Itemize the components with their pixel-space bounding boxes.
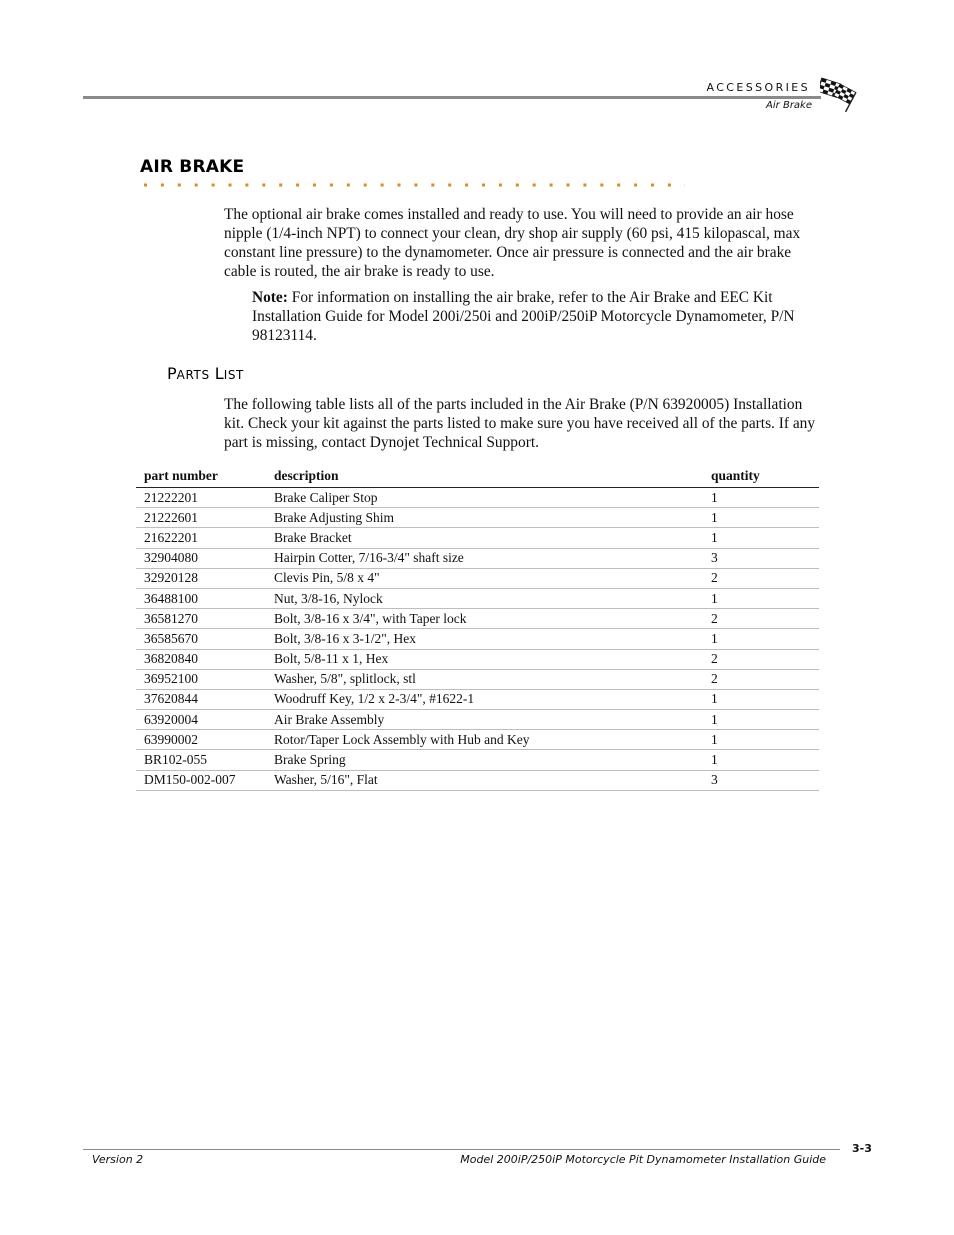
description-cell: Nut, 3/8-16, Nylock (266, 588, 703, 608)
description-cell: Brake Caliper Stop (266, 488, 703, 508)
note-paragraph (252, 288, 822, 345)
dot (313, 184, 316, 187)
part-number-cell: 36952100 (136, 669, 266, 689)
part-number-cell: 32920128 (136, 568, 266, 588)
dot (651, 184, 654, 187)
dot (178, 184, 181, 187)
dot (431, 184, 434, 187)
quantity-cell: 1 (703, 730, 819, 750)
note-label: Note: (252, 289, 288, 306)
part-number-cell: 36585670 (136, 629, 266, 649)
dot (600, 184, 603, 187)
dot (448, 184, 451, 187)
dot (347, 184, 350, 187)
quantity-cell: 2 (703, 609, 819, 629)
dot (296, 184, 299, 187)
quantity-cell: 1 (703, 508, 819, 528)
dot (499, 184, 502, 187)
table-row (136, 568, 819, 588)
part-number-cell: 21222601 (136, 508, 266, 528)
footer-rule (83, 1149, 840, 1150)
description-cell: Air Brake Assembly (266, 710, 703, 730)
dot (482, 184, 485, 187)
section-heading: AIR BRAKE (140, 157, 245, 177)
dot (634, 184, 637, 187)
heading-initial: P (167, 364, 177, 383)
part-number-cell: 63990002 (136, 730, 266, 750)
part-number-cell: 21622201 (136, 528, 266, 548)
dot (195, 184, 198, 187)
dot (617, 184, 620, 187)
part-number-cell: 36488100 (136, 588, 266, 608)
dot (364, 184, 367, 187)
parts-list-intro: The following table lists all of the parts included in the Air Brake (P/N 63920005) Installation kit. Check your kit against the parts listed to make sure you have received all of the parts. If any part is missing, contact Dynojet Technical Support. (224, 396, 816, 451)
description-cell: Washer, 5/8", splitlock, stl (266, 669, 703, 689)
dot (567, 184, 570, 187)
description-cell: Rotor/Taper Lock Assembly with Hub and Key (266, 730, 703, 750)
table-header-row (136, 465, 819, 488)
parts-list-heading (167, 364, 244, 383)
description-cell: Woodruff Key, 1/2 x 2-3/4", #1622-1 (266, 689, 703, 709)
parts-table (136, 465, 819, 791)
part-number-cell: BR102-055 (136, 750, 266, 770)
description-cell: Brake Adjusting Shim (266, 508, 703, 528)
footer-guide-title: Model 200iP/250iP Motorcycle Pit Dynamometer Installation Guide (460, 1153, 826, 1166)
table-row (136, 750, 819, 770)
heading-smallcaps: IST (223, 368, 244, 382)
quantity-cell: 3 (703, 770, 819, 790)
dot (229, 184, 232, 187)
dot (212, 184, 215, 187)
page-number: 3-3 (852, 1142, 872, 1155)
table-row (136, 488, 819, 508)
footer-version: Version 2 (92, 1153, 144, 1166)
table-row (136, 508, 819, 528)
quantity-cell: 2 (703, 568, 819, 588)
quantity-cell: 1 (703, 750, 819, 770)
dot (381, 184, 384, 187)
dot (414, 184, 417, 187)
part-number-cell: 21222201 (136, 488, 266, 508)
part-number-cell: DM150-002-007 (136, 770, 266, 790)
quantity-cell: 2 (703, 669, 819, 689)
table-row (136, 528, 819, 548)
running-header-section: ACCESSORIES (706, 81, 810, 94)
intro-paragraph: The optional air brake comes installed and ready to use. You will need to provide an air hose nipple (1/4-inch NPT) to connect your clean, dry shop air supply (60 psi, 415 kilopascal, max constant line pressure) to the dynamometer. Once air pressure is connected and the air brake cable is routed, the air brake is ready to use. (224, 206, 801, 280)
description-cell: Washer, 5/16", Flat (266, 770, 703, 790)
dot (398, 184, 401, 187)
column-header-quantity: quantity (703, 465, 819, 488)
dot (583, 184, 586, 187)
heading-smallcaps: ARTS (176, 368, 210, 382)
header-rule (83, 96, 821, 99)
quantity-cell: 1 (703, 488, 819, 508)
table-row (136, 689, 819, 709)
dotted-rule (140, 182, 685, 188)
dot (262, 184, 265, 187)
quantity-cell: 1 (703, 689, 819, 709)
column-header-description: description (266, 465, 703, 488)
quantity-cell: 1 (703, 528, 819, 548)
description-cell: Bolt, 5/8-11 x 1, Hex (266, 649, 703, 669)
quantity-cell: 1 (703, 710, 819, 730)
table-row (136, 629, 819, 649)
part-number-cell: 36820840 (136, 649, 266, 669)
table-row (136, 710, 819, 730)
dot (516, 184, 519, 187)
table-row (136, 609, 819, 629)
table-row (136, 588, 819, 608)
quantity-cell: 1 (703, 588, 819, 608)
dot (668, 184, 671, 187)
description-cell: Bolt, 3/8-16 x 3/4", with Taper lock (266, 609, 703, 629)
dot (245, 184, 248, 187)
table-row (136, 669, 819, 689)
description-cell: Bolt, 3/8-16 x 3-1/2", Hex (266, 629, 703, 649)
dot (330, 184, 333, 187)
quantity-cell: 1 (703, 629, 819, 649)
dot (465, 184, 468, 187)
part-number-cell: 36581270 (136, 609, 266, 629)
dot (161, 184, 164, 187)
table-row (136, 548, 819, 568)
note-text: For information on installing the air brake, refer to the Air Brake and EEC Kit Installation Guide for Model 200i/250i and 200iP/250iP Motorcycle Dynamometer, P/N 98123114. (252, 289, 795, 344)
description-cell: Hairpin Cotter, 7/16-3/4" shaft size (266, 548, 703, 568)
table-row (136, 770, 819, 790)
part-number-cell: 63920004 (136, 710, 266, 730)
heading-initial: L (214, 364, 224, 383)
table-row (136, 649, 819, 669)
column-header-part-number: part number (136, 465, 266, 488)
description-cell: Clevis Pin, 5/8 x 4" (266, 568, 703, 588)
dot (144, 184, 147, 187)
checkered-flag-icon (820, 74, 866, 116)
part-number-cell: 32904080 (136, 548, 266, 568)
table-row (136, 730, 819, 750)
dot (550, 184, 553, 187)
running-header-subsection: Air Brake (766, 100, 812, 111)
part-number-cell: 37620844 (136, 689, 266, 709)
dot (279, 184, 282, 187)
quantity-cell: 3 (703, 548, 819, 568)
description-cell: Brake Spring (266, 750, 703, 770)
dot (533, 184, 536, 187)
description-cell: Brake Bracket (266, 528, 703, 548)
quantity-cell: 2 (703, 649, 819, 669)
